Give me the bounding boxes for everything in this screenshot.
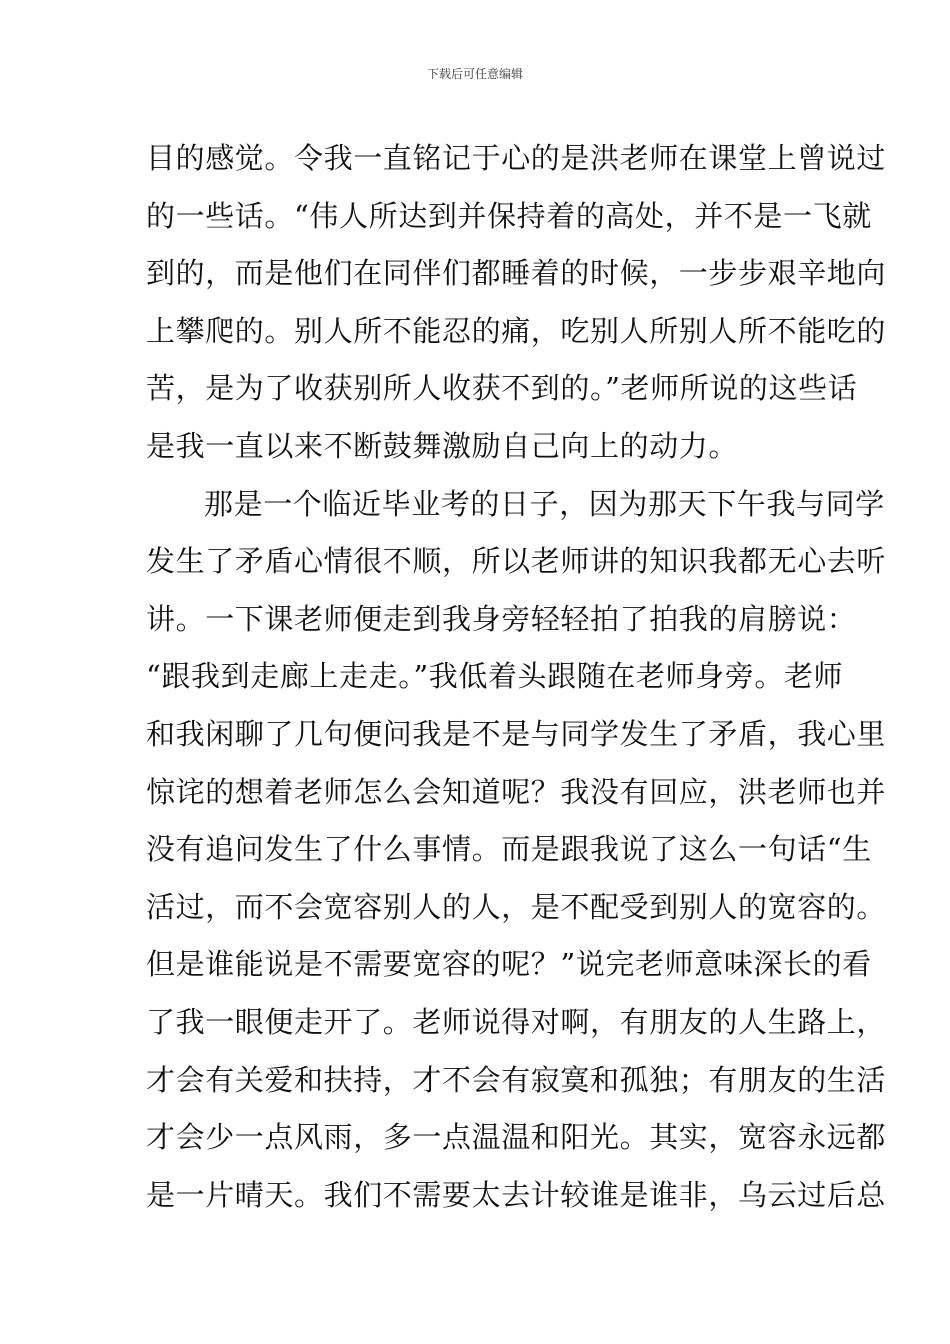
text-line: 发生了矛盾心情很不顺，所以老师讲的知识我都无心去听: [146, 544, 887, 579]
text-line: 讲。一下课老师便走到我身旁轻轻拍了拍我的肩膀说：: [146, 601, 857, 636]
text-line: 了我一眼便走开了。老师说得对啊，有朋友的人生路上，: [146, 1004, 887, 1039]
text-line: 苦，是为了收获别所人收获不到的。”老师所说的这些话: [146, 371, 858, 406]
body-text: [146, 130, 887, 1224]
text-line: 是一片晴天。我们不需要太去计较谁是谁非，乌云过后总: [146, 1177, 887, 1212]
text-line: 的一些话。“伟人所达到并保持着的高处，并不是一飞就: [146, 198, 872, 233]
text-line: 没有追问发生了什么事情。而是跟我说了这么一句话“生: [146, 832, 872, 867]
page-header: 下载后可任意编辑: [426, 67, 523, 81]
text-line: 惊诧的想着老师怎么会知道呢？我没有回应，洪老师也并: [146, 774, 887, 809]
text-line: 目的感觉。令我一直铭记于心的是洪老师在课堂上曾说过: [146, 141, 887, 175]
text-line: 但是谁能说是不需要宽容的呢？”说完老师意味深长的看: [146, 947, 872, 982]
text-line: 上攀爬的。别人所不能忍的痛，吃别人所别人所不能吃的: [146, 313, 887, 348]
text-line: 那是一个临近毕业考的日子，因为那天下午我与同学: [204, 486, 885, 521]
text-line: 到的，而是他们在同伴们都睡着的时候，一步步艰辛地向: [146, 256, 887, 291]
text-line: 才会有关爱和扶持，才不会有寂寞和孤独；有朋友的生活: [146, 1062, 887, 1097]
text-line: “跟我到走廊上走走。”我低着头跟随在老师身旁。老师: [146, 659, 844, 694]
text-line: 才会少一点风雨，多一点温温和阳光。其实，宽容永远都: [146, 1120, 887, 1155]
text-line: 活过，而不会宽容别人的人，是不配受到别人的宽容的。: [146, 889, 887, 924]
text-line: 和我闲聊了几句便问我是不是与同学发生了矛盾，我心里: [146, 716, 887, 751]
text-line: 是我一直以来不断鼓舞激励自己向上的动力。: [146, 428, 739, 463]
